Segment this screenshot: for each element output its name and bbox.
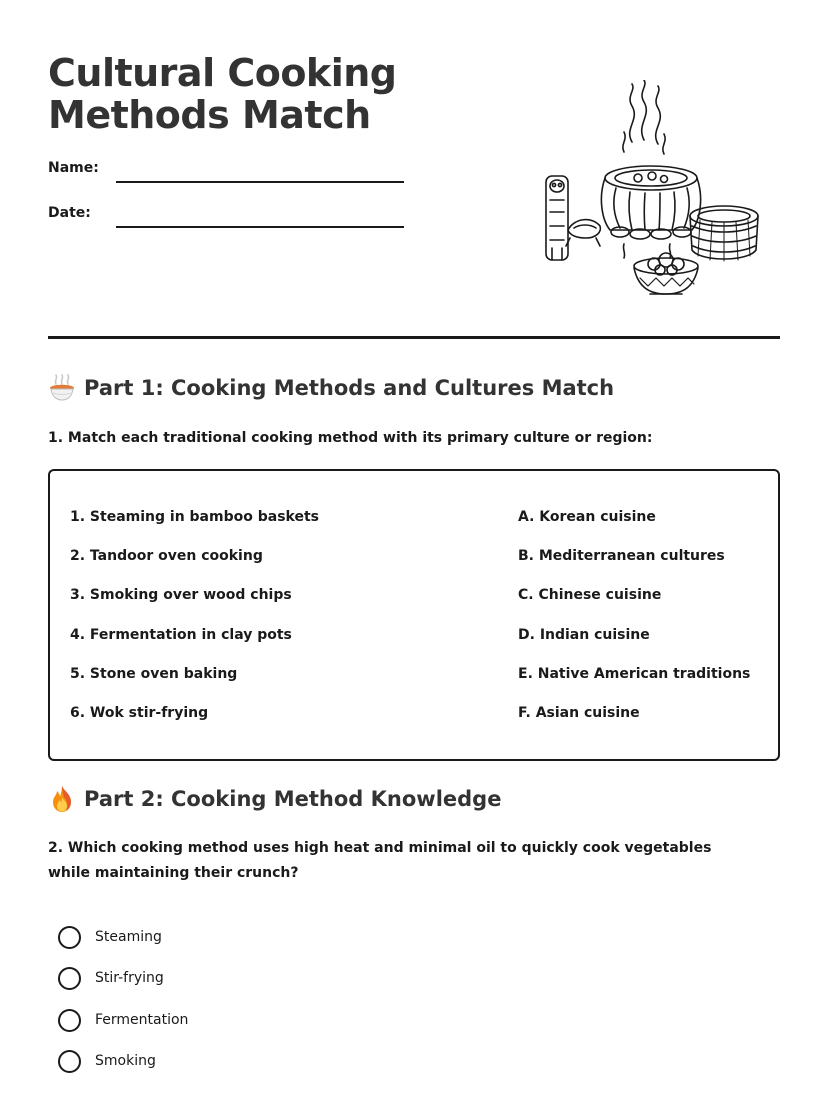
worksheet-page	[48, 0, 780, 1118]
date-label: Date:	[48, 205, 91, 221]
option-label: Fermentation	[95, 1011, 189, 1028]
date-blank-line[interactable]	[116, 226, 404, 228]
answer-options	[58, 926, 188, 1091]
method-item[interactable]: 1. Steaming in bamboo baskets	[70, 509, 319, 525]
option-label: Smoking	[95, 1052, 156, 1069]
option-label: Stir-frying	[95, 970, 164, 987]
part1-heading-text: Part 1: Cooking Methods and Cultures Match	[84, 376, 615, 400]
radio-button[interactable]	[58, 1009, 81, 1032]
option-stir-frying[interactable]	[58, 967, 188, 1008]
option-smoking[interactable]	[58, 1050, 188, 1091]
method-item[interactable]: 4. Fermentation in clay pots	[70, 626, 292, 643]
title-line-1: Cultural Cooking	[48, 51, 397, 95]
option-fermentation[interactable]	[58, 1009, 188, 1050]
section-divider	[48, 336, 780, 339]
question-2: 2. Which cooking method uses high heat and minimal oil to quickly cook vegetables while maintaining their crunch?	[48, 840, 712, 881]
culture-item[interactable]: F. Asian cuisine	[518, 704, 640, 721]
radio-button[interactable]	[58, 967, 81, 990]
name-field[interactable]	[48, 160, 408, 184]
method-item[interactable]: 6. Wok stir-frying	[70, 704, 209, 721]
method-item[interactable]: 2. Tandoor oven cooking	[70, 548, 263, 565]
option-steaming[interactable]	[58, 926, 188, 967]
method-item[interactable]: 5. Stone oven baking	[70, 665, 238, 682]
culture-item[interactable]: B. Mediterranean cultures	[518, 548, 725, 565]
name-blank-line[interactable]	[116, 181, 404, 183]
date-field[interactable]	[48, 205, 408, 229]
radio-button[interactable]	[58, 1050, 81, 1073]
part2-heading-text: Part 2: Cooking Method Knowledge	[84, 787, 502, 811]
culture-item[interactable]: A. Korean cuisine	[518, 509, 656, 525]
matching-box	[48, 469, 780, 761]
noodle-bowl-icon	[48, 374, 76, 402]
culture-item[interactable]: D. Indian cuisine	[518, 626, 650, 643]
option-label: Steaming	[95, 929, 162, 945]
name-label: Name:	[48, 160, 99, 176]
method-item[interactable]: 3. Smoking over wood chips	[70, 587, 292, 604]
cultures-column	[518, 507, 750, 742]
radio-button[interactable]	[58, 926, 81, 949]
worksheet-title	[48, 52, 468, 136]
fire-icon	[48, 785, 76, 813]
part2-heading	[48, 785, 501, 813]
question-1: 1. Match each traditional cooking method with its primary culture or region:	[48, 430, 653, 446]
methods-column	[70, 507, 319, 742]
culture-item[interactable]: E. Native American traditions	[518, 665, 751, 682]
title-line-2: Methods Match	[48, 93, 371, 137]
culture-item[interactable]: C. Chinese cuisine	[518, 587, 662, 604]
cooking-pots-illustration	[540, 80, 760, 305]
part1-heading	[48, 374, 614, 402]
